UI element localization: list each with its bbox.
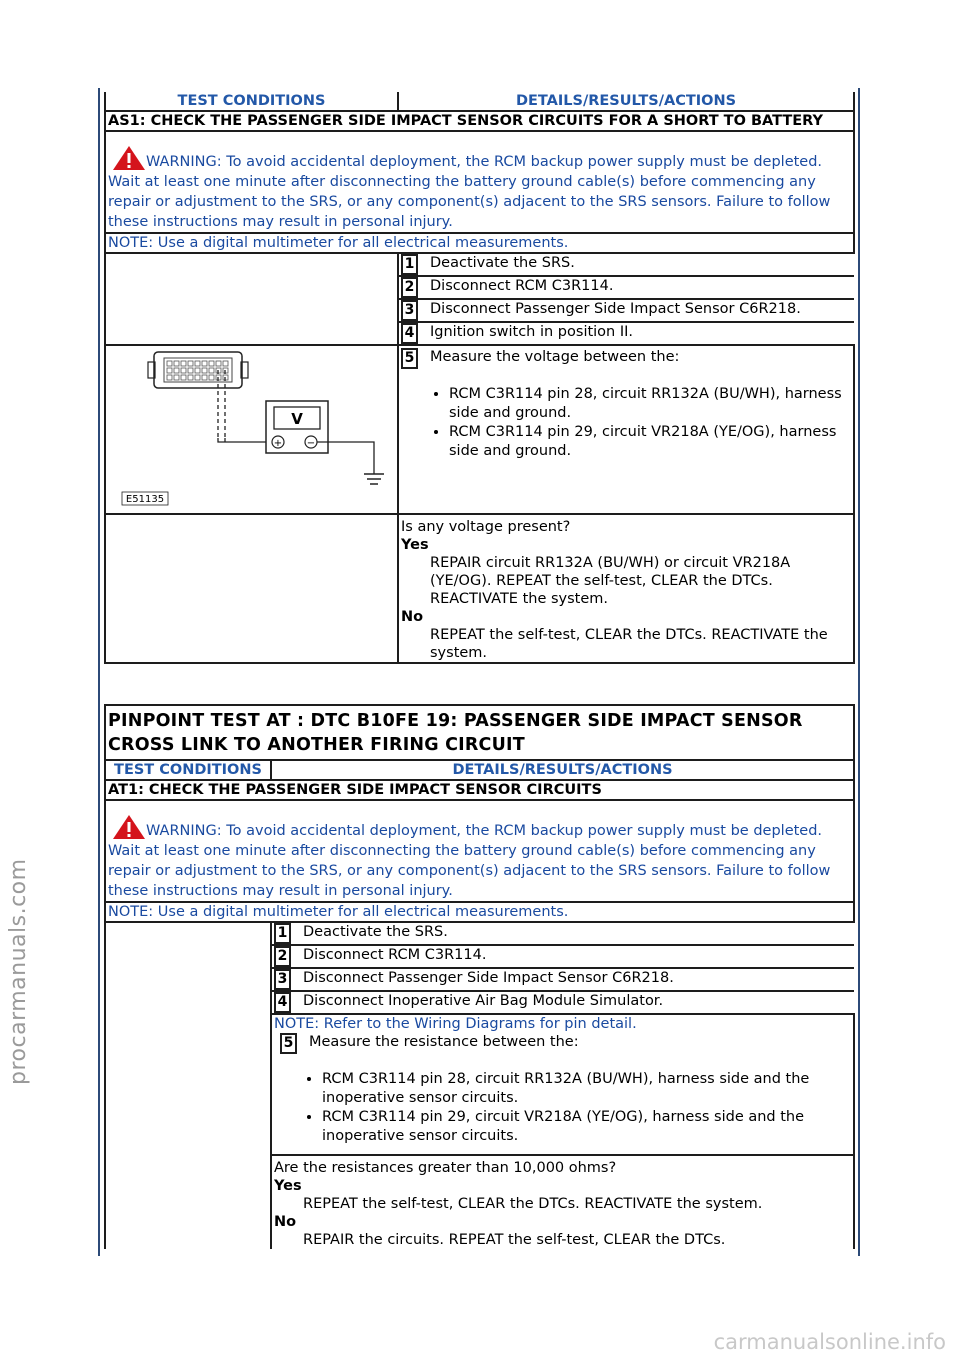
as1-note: NOTE: Use a digital multimeter for all electrical measurements. — [105, 233, 854, 253]
at1-step-3 — [272, 969, 854, 990]
plus-symbol: + — [273, 438, 283, 449]
step-number: 2 — [401, 277, 418, 298]
step-text: Disconnect Passenger Side Impact Sensor C6R218. — [303, 970, 674, 986]
pinpoint-test-title: PINPOINT TEST AT : DTC B10FE 19: PASSENGER SIDE IMPACT SENSOR CROSS LINK TO ANOTHER FIRING CIRCUIT — [105, 705, 854, 760]
step-number: 4 — [274, 992, 291, 1013]
warning-icon — [112, 814, 146, 840]
step-text: Disconnect Inoperative Air Bag Module Simulator. — [303, 993, 664, 1009]
step-number: 3 — [274, 969, 291, 990]
at1-warning-text: WARNING: To avoid accidental deployment, the RCM backup power supply must be depleted. Wait at least one minute after disconnecting the battery ground cable(s) before commencing any repair or adjustment to the SRS, or any component(s) adjacent to the SRS sensors. Failure to follow these instructions may result in personal injury. — [108, 823, 831, 899]
at1-conditions-empty — [105, 922, 271, 1249]
at1-steps — [271, 922, 854, 1014]
as1-no-text: REPEAT the self-test, CLEAR the DTCs. REACTIVATE the system. — [430, 627, 828, 661]
at1-bullet-2: • RCM C3R114 pin 29, circuit VR218A (YE/OG), harness side and the inoperative sensor circuits. — [322, 1108, 853, 1146]
step-number: 2 — [274, 946, 291, 967]
figure-label: E51135 — [125, 494, 165, 505]
step-text: Ignition switch in position II. — [430, 324, 634, 340]
col-details: DETAILS/RESULTS/ACTIONS — [271, 760, 854, 780]
page-border-right — [858, 88, 860, 1256]
as1-warning — [105, 131, 854, 233]
as1-yes-text: REPAIR circuit RR132A (BU/WH) or circuit VR218A (YE/OG). REPEAT the self-test, CLEAR the DTCs. REACTIVATE the system. — [430, 555, 791, 607]
meter-symbol: V — [291, 410, 303, 428]
at1-question: Are the resistances greater than 10,000 ohms? — [274, 1160, 617, 1176]
as1-conditions-empty — [105, 253, 398, 345]
section-at — [104, 704, 855, 1249]
as1-question: Is any voltage present? — [401, 519, 571, 535]
at1-yes-label: Yes — [274, 1178, 302, 1194]
step-number: 3 — [401, 300, 418, 321]
col-test-conditions: TEST CONDITIONS — [105, 92, 398, 111]
step-text: Disconnect RCM C3R114. — [303, 947, 487, 963]
at1-yes-text: REPEAT the self-test, CLEAR the DTCs. REACTIVATE the system. — [303, 1196, 763, 1212]
as1-step-4 — [399, 323, 854, 344]
at1-no-text: REPAIR the circuits. REPEAT the self-test, CLEAR the DTCs. — [303, 1232, 726, 1248]
as1-yes-label: Yes — [401, 537, 429, 553]
step-number: 4 — [401, 323, 418, 344]
as1-step-title: AS1: CHECK THE PASSENGER SIDE IMPACT SENSOR CIRCUITS FOR A SHORT TO BATTERY — [105, 111, 854, 131]
as1-warning-text: WARNING: To avoid accidental deployment, the RCM backup power supply must be depleted. Wait at least one minute after disconnecting the battery ground cable(s) before commencing any repair or adjustment to the SRS, or any component(s) adjacent to the SRS sensors. Failure to follow these instructions may result in personal injury. — [108, 154, 831, 230]
side-watermark: procarmanuals.com — [6, 858, 31, 1085]
as1-result-empty — [105, 514, 398, 663]
as1-no-label: No — [401, 609, 424, 625]
at1-step-5 — [271, 1014, 854, 1155]
page-border-left — [98, 88, 100, 1256]
as1-bullet-2: • RCM C3R114 pin 29, circuit VR218A (YE/OG), harness side and ground. — [449, 423, 853, 461]
step-text: Disconnect Passenger Side Impact Sensor C6R218. — [430, 301, 801, 317]
at1-no-label: No — [274, 1214, 297, 1230]
as1-step-3 — [399, 300, 854, 321]
at1-step-4 — [272, 992, 854, 1013]
step-number: 1 — [401, 254, 418, 275]
at1-step-1 — [272, 923, 854, 944]
at1-note2: NOTE: Refer to the Wiring Diagrams for pin detail. — [274, 1016, 637, 1032]
at1-note: NOTE: Use a digital multimeter for all electrical measurements. — [105, 902, 854, 922]
as1-steps — [398, 253, 854, 345]
step-text: Deactivate the SRS. — [303, 924, 448, 940]
as1-step-5 — [398, 345, 854, 514]
col-test-conditions: TEST CONDITIONS — [105, 760, 271, 780]
bottom-watermark: carmanualsonline.info — [713, 1330, 946, 1354]
step-text: Measure the resistance between the: — [309, 1034, 579, 1050]
step-number: 5 — [280, 1033, 297, 1054]
at1-step-title: AT1: CHECK THE PASSENGER SIDE IMPACT SENSOR CIRCUITS — [105, 780, 854, 800]
as1-results — [398, 514, 854, 663]
at1-warning — [105, 800, 854, 902]
step-text: Disconnect RCM C3R114. — [430, 278, 614, 294]
as1-step-2 — [399, 277, 854, 298]
at1-bullet-1: • RCM C3R114 pin 28, circuit RR132A (BU/WH), harness side and the inoperative sensor circuits. — [322, 1070, 853, 1108]
step-text: Deactivate the SRS. — [430, 255, 575, 271]
as1-table — [104, 92, 855, 664]
as1-figure-cell — [105, 345, 398, 514]
voltmeter-diagram — [106, 346, 396, 508]
at1-results — [271, 1155, 854, 1249]
step-text: Measure the voltage between the: — [430, 349, 680, 365]
section-as1 — [104, 92, 855, 664]
step-number: 1 — [274, 923, 291, 944]
warning-icon — [112, 145, 146, 171]
col-details: DETAILS/RESULTS/ACTIONS — [398, 92, 854, 111]
as1-step-1 — [399, 254, 854, 275]
at-table — [104, 704, 855, 1249]
as1-bullet-1: • RCM C3R114 pin 28, circuit RR132A (BU/WH), harness side and ground. — [449, 385, 853, 423]
step-number: 5 — [401, 348, 418, 369]
minus-symbol: − — [306, 438, 316, 449]
at1-step-2 — [272, 946, 854, 967]
